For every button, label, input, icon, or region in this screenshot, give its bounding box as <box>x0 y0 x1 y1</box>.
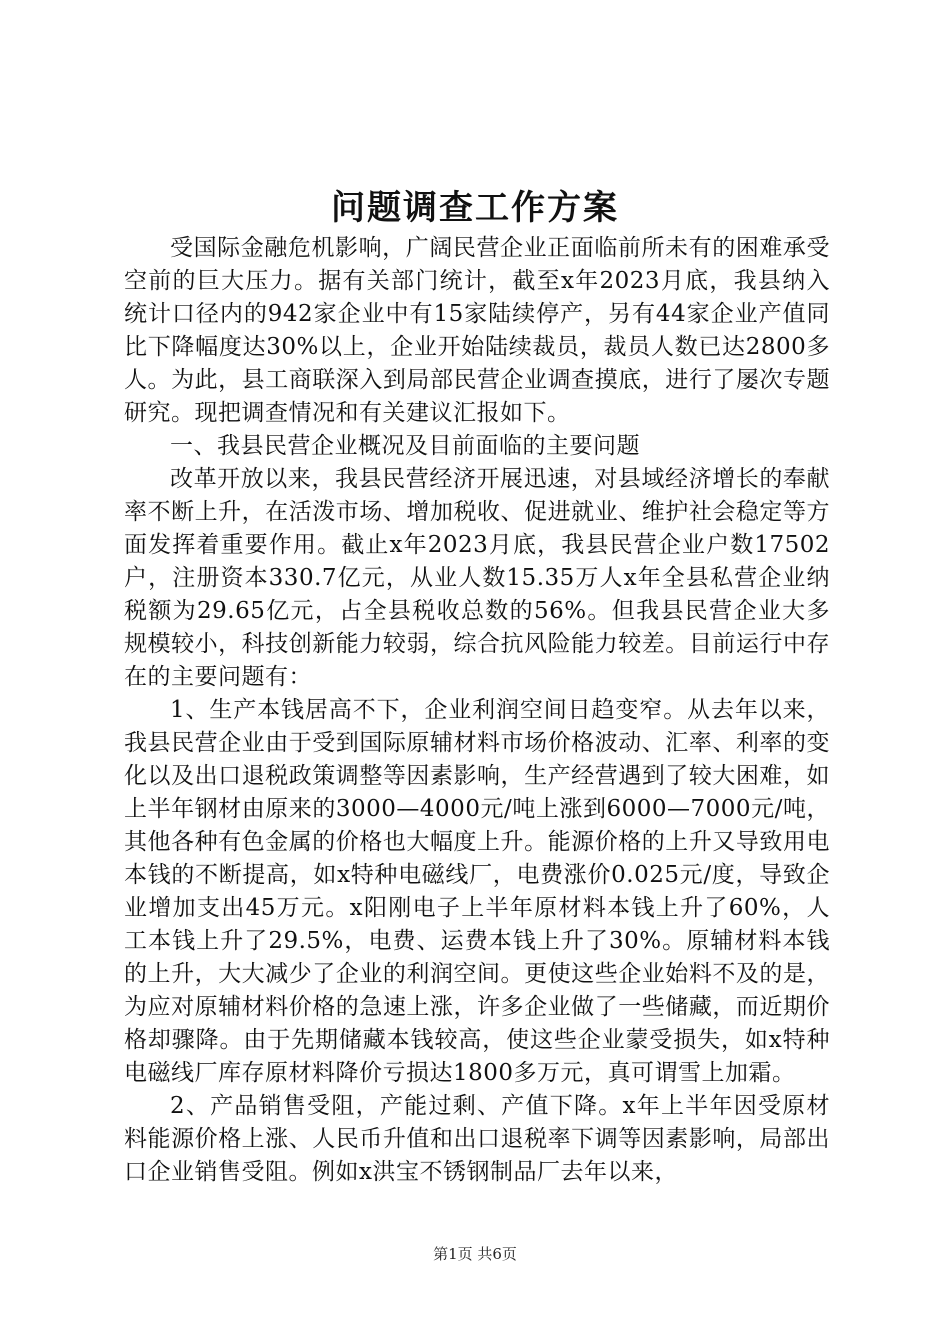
paragraph-intro: 受国际金融危机影响，广阔民营企业正面临前所未有的困难承受空前的巨大压力。据有关部门统计，截至x年2023月底，我县纳入统计口径内的942家企业中有15家陆续停产，另有44家企业产值同比下降幅度达30%以上，企业开始陆续裁员，裁员人数已达2800多人。为此，县工商联深入到局部民营企业调查摸底，进行了屡次专题研究。现把调查情况和有关建议汇报如下。 <box>124 235 830 426</box>
paragraph-overview: 改革开放以来，我县民营经济开展迅速，对县域经济增长的奉献率不断上升，在活泼市场、增加税收、促进就业、维护社会稳定等方面发挥着重要作用。截止x年2023月底，我县民营企业户数17502户，注册资本330.7亿元，从业人数15.35万人x年全县私营企业纳税额为29.65亿元，占全县税收总数的56%。但我县民营企业大多规模较小，科技创新能力较弱，综合抗风险能力较差。目前运行中存在的主要问题有： <box>124 466 830 690</box>
page-footer: 第1页 共6页 <box>433 1245 517 1263</box>
document-title: 问题调查工作方案 <box>331 188 619 228</box>
section-heading-1: 一、我县民营企业概况及目前面临的主要问题 <box>170 433 640 459</box>
paragraph-issue-1: 1、生产本钱居高不下，企业利润空间日趋变窄。从去年以来，我县民营企业由于受到国际原辅材料市场价格波动、汇率、利率的变化以及出口退税政策调整等因素影响，生产经营遇到了较大困难，如上半年钢材由原来的3000—4000元/吨上涨到6000—7000元/吨，其他各种有色金属的价格也大幅度上升。能源价格的上升又导致用电本钱的不断提高，如x特种电磁线厂，电费涨价0.025元/度，导致企业增加支出45万元。x阳刚电子上半年原材料本钱上升了60%，人工本钱上升了29.5%，电费、运费本钱上升了30%。原辅材料本钱的上升，大大减少了企业的利润空间。更使这些企业始料不及的是，为应对原辅材料价格的急速上涨，许多企业做了一些储藏，而近期价格却骤降。由于先期储藏本钱较高，使这些企业蒙受损失，如x特种电磁线厂库存原材料降价亏损达1800多万元，真可谓雪上加霜。 <box>124 697 830 1086</box>
paragraph-issue-2: 2、产品销售受阻，产能过剩、产值下降。x年上半年因受原材料能源价格上涨、人民币升值和出口退税率下调等因素影响，局部出口企业销售受阻。例如x洪宝不锈钢制品厂去年以来， <box>124 1093 830 1185</box>
document-body <box>124 232 830 1189</box>
